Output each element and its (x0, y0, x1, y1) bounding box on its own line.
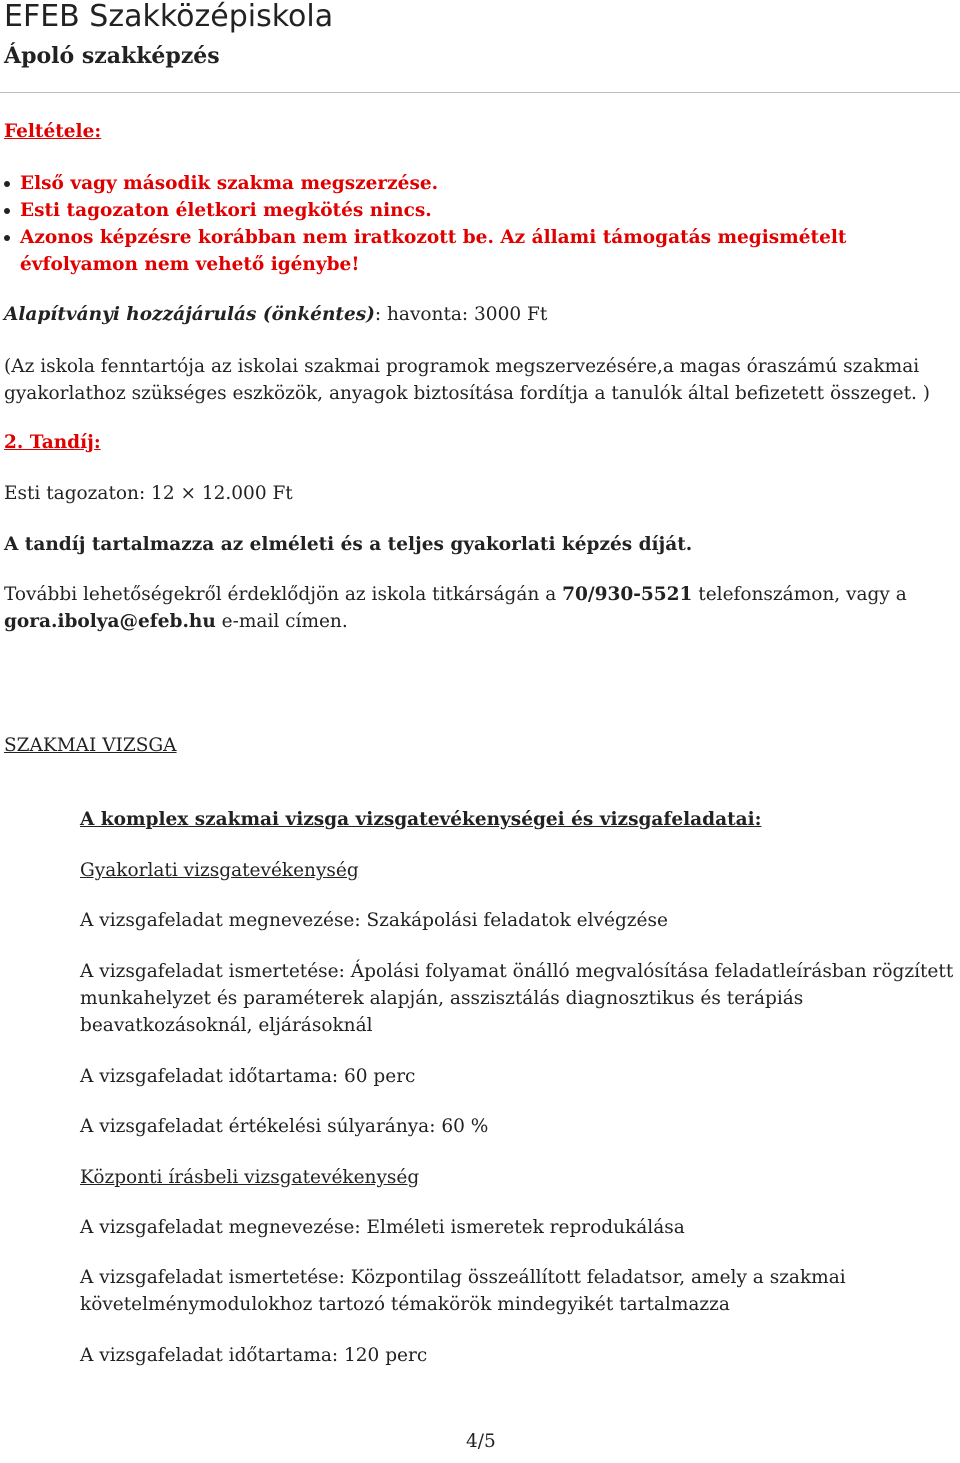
email-address: gora.ibolya@efeb.hu (4, 611, 216, 632)
written-exam-title: Központi írásbeli vizsgatevékenység (80, 1167, 420, 1188)
condition-text: Azonos képzésre korábban nem iratkozott be. Az állami támogatás megismételt évfolyamon nem vehető igénybe! (20, 227, 847, 275)
practical-exam-title: Gyakorlati vizsgatevékenység (80, 860, 359, 881)
bullet-icon (4, 181, 10, 187)
page-title: Ápoló szakképzés (4, 43, 220, 69)
contribution-note: (Az iskola fenntartója az iskolai szakmai programok megszervezésére,a magas óraszámú szakmai gyakorlathoz szükséges eszközök, anyagok biztosítása fordítja a tanulók által befizetett összeget. ) (4, 356, 931, 404)
tuition-includes: A tandíj tartalmazza az elméleti és a teljes gyakorlati képzés díját. (4, 534, 693, 555)
practical-task-name: A vizsgafeladat megnevezése: Szakápolási feladatok elvégzése (80, 910, 668, 931)
title-divider (0, 92, 960, 93)
phone-number: 70/930-5521 (562, 584, 693, 605)
written-task-duration: A vizsgafeladat időtartama: 120 perc (80, 1345, 428, 1366)
conditions-heading: Feltétele: (4, 121, 102, 142)
exam-heading: SZAKMAI VIZSGA (4, 735, 177, 756)
contact-text: További lehetőségekről érdeklődjön az iskola titkárságán a (4, 584, 563, 605)
practical-task-description: A vizsgafeladat ismertetése: Ápolási folyamat önálló megvalósítása feladatleírásban rögzített munkahelyzet és paraméterek alapján, asszisztálás diagnosztikus és terápiás beavatkozásoknál, eljárásoknál (80, 961, 954, 1036)
contribution-label: Alapítványi hozzájárulás (önkéntes) (4, 304, 375, 325)
list-item (4, 170, 864, 197)
condition-text: Esti tagozaton életkori megkötés nincs. (20, 200, 432, 221)
site-title: EFEB Szakközépiskola (4, 0, 334, 34)
page-number: 4/5 (466, 1431, 496, 1452)
tuition-evening: Esti tagozaton: 12 × 12.000 Ft (4, 483, 293, 504)
practical-task-weight: A vizsgafeladat értékelési súlyaránya: 60 % (80, 1116, 489, 1137)
list-item (4, 224, 864, 278)
bullet-icon (4, 235, 10, 241)
contribution-line (4, 301, 547, 328)
contribution-value: : havonta: 3000 Ft (374, 304, 548, 325)
bullet-icon (4, 208, 10, 214)
practical-task-duration: A vizsgafeladat időtartama: 60 perc (80, 1066, 416, 1087)
complex-exam-heading: A komplex szakmai vizsga vizsgatevékenységei és vizsgafeladatai: (80, 809, 762, 830)
written-task-name: A vizsgafeladat megnevezése: Elméleti ismeretek reprodukálása (80, 1217, 685, 1238)
tuition-heading: 2. Tandíj: (4, 432, 101, 453)
contact-paragraph (4, 581, 949, 635)
condition-text: Első vagy második szakma megszerzése. (20, 173, 439, 194)
list-item (4, 197, 864, 224)
written-task-description: A vizsgafeladat ismertetése: Központilag összeállított feladatsor, amely a szakmai követelménymodulokhoz tartozó témakörök mindegyikét tartalmazza (80, 1267, 846, 1315)
contact-text: telefonszámon, vagy a (692, 584, 907, 605)
conditions-list (4, 170, 864, 278)
contact-text: e-mail címen. (215, 611, 348, 632)
